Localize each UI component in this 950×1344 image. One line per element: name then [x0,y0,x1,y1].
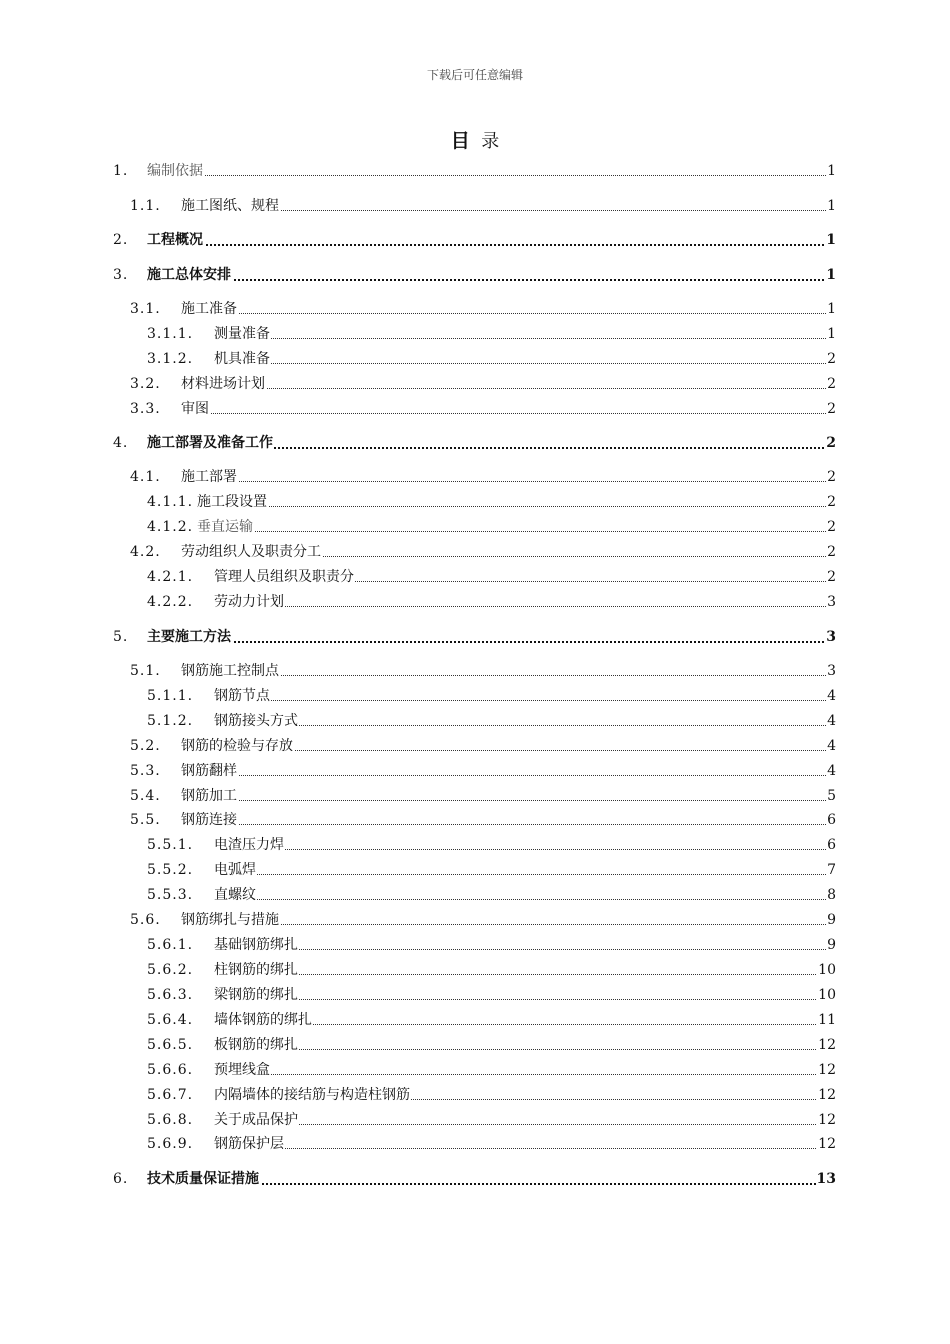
toc-leader-dots [197,517,836,537]
toc-entry[interactable] [0,399,950,419]
toc-entry[interactable] [0,835,950,855]
toc-entry-title: 电弧焊 [214,862,256,878]
toc-entry-number: 5.5.3. [147,887,194,903]
toc-entry-page: 3 [827,594,836,610]
toc-entry-page: 13 [816,1171,836,1187]
toc-entry-page: 6 [827,812,836,828]
toc-entry-title: 施工部署 [181,469,237,485]
toc-entry[interactable] [0,1060,950,1080]
toc-entry-title: 施工段设置 [197,494,267,510]
toc-entry[interactable] [0,374,950,394]
toc-entry-number: 4.1.1. [147,494,194,510]
toc-entry-page: 12 [818,1112,836,1128]
toc-title [0,126,950,153]
toc-leader-dots [181,786,836,806]
toc-entry[interactable] [0,1110,950,1130]
toc-entry[interactable] [0,1169,950,1189]
toc-entry[interactable] [0,230,950,250]
toc-entry-page: 10 [818,987,836,1003]
toc-entry-page: 2 [826,435,836,451]
toc-entry[interactable] [0,433,950,453]
toc-entry-title: 钢筋接头方式 [214,713,298,729]
toc-entry[interactable] [0,567,950,587]
toc-entry-title: 施工图纸、规程 [181,198,279,214]
toc-entry-number: 3.1.2. [147,351,194,367]
toc-leader-dots [214,885,836,905]
toc-leader-dots [181,761,836,781]
toc-entry-page: 1 [827,163,836,179]
toc-leader-dots [214,985,836,1005]
toc-entry-title: 关于成品保护 [214,1112,298,1128]
toc-entry-title: 施工总体安排 [147,267,231,283]
toc-entry-page: 2 [827,351,836,367]
toc-entry-page: 5 [827,788,836,804]
toc-entry-title: 垂直运输 [197,519,253,535]
toc-entry[interactable] [0,661,950,681]
toc-leader-dots [181,399,836,419]
toc-entry-number: 1. [113,163,129,179]
toc-leader-dots [147,230,836,250]
toc-leader-dots [147,627,836,647]
toc-entry-page: 2 [827,494,836,510]
toc-entry[interactable] [0,592,950,612]
toc-entry-title: 钢筋绑扎与措施 [181,912,279,928]
toc-entry-number: 4. [113,435,129,451]
toc-entry-page: 2 [827,569,836,585]
toc-leader-dots [181,810,836,830]
toc-entry-title: 钢筋连接 [181,812,237,828]
toc-entry-title: 钢筋节点 [214,688,270,704]
toc-entry-number: 3.2. [130,376,161,392]
toc-leader-dots [214,686,836,706]
toc-entry-title: 梁钢筋的绑扎 [214,987,298,1003]
toc-entry[interactable] [0,1010,950,1030]
toc-leader-dots [214,1060,836,1080]
toc-entry-number: 5.6.6. [147,1062,194,1078]
toc-entry[interactable] [0,860,950,880]
toc-entry-number: 5. [113,629,129,645]
toc-entry[interactable] [0,196,950,216]
toc-leader-dots [181,299,836,319]
toc-leader-dots [214,960,836,980]
toc-entry-number: 2. [113,232,129,248]
toc-entry-page: 12 [818,1037,836,1053]
toc-entry-title: 机具准备 [214,351,270,367]
toc-leader-dots [214,860,836,880]
toc-entry-title: 直螺纹 [214,887,256,903]
toc-entry-title: 劳动力计划 [214,594,284,610]
toc-entry[interactable] [0,299,950,319]
toc-title-main: 目 [450,130,470,152]
toc-entry-title: 柱钢筋的绑扎 [214,962,298,978]
toc-entry-number: 5.3. [130,763,161,779]
toc-entry-page: 12 [818,1062,836,1078]
toc-leader-dots [214,349,836,369]
toc-leader-dots [197,492,836,512]
toc-entry-title: 基础钢筋绑扎 [214,937,298,953]
toc-entry-page: 1 [827,301,836,317]
toc-entry-page: 4 [827,713,836,729]
toc-entry-number: 5.6. [130,912,161,928]
toc-entry[interactable] [0,349,950,369]
toc-entry-title: 施工准备 [181,301,237,317]
toc-entry-title: 审图 [181,401,209,417]
toc-entry-page: 10 [818,962,836,978]
toc-entry-title: 钢筋翻样 [181,763,237,779]
toc-entry-title: 内隔墙体的接结筋与构造柱钢筋 [214,1087,410,1103]
toc-entry-title: 测量准备 [214,326,270,342]
toc-entry[interactable] [0,161,950,181]
toc-entry-page: 1 [826,232,836,248]
toc-entry-number: 4.2.2. [147,594,194,610]
toc-entry-number: 5.1. [130,663,161,679]
toc-entry-page: 12 [818,1136,836,1152]
toc-leader-dots [214,324,836,344]
toc-entry[interactable] [0,627,950,647]
toc-entry-number: 5.6.8. [147,1112,194,1128]
toc-entry-page: 1 [827,326,836,342]
toc-entry-page: 4 [827,763,836,779]
toc-entry[interactable] [0,1035,950,1055]
toc-entry-number: 3.1.1. [147,326,194,342]
toc-entry[interactable] [0,265,950,285]
toc-leader-dots [214,935,836,955]
toc-entry-title: 钢筋施工控制点 [181,663,279,679]
toc-leader-dots [147,161,836,181]
toc-leader-dots [214,592,836,612]
toc-entry-title: 编制依据 [147,163,203,179]
toc-entry-number: 5.6.3. [147,987,194,1003]
toc-entry[interactable] [0,517,950,537]
toc-entry-page: 9 [827,912,836,928]
toc-entry[interactable] [0,985,950,1005]
toc-entry-number: 4.1.2. [147,519,194,535]
toc-entry-number: 4.1. [130,469,161,485]
toc-entry-number: 5.6.7. [147,1087,194,1103]
toc-entry-title: 钢筋保护层 [214,1136,284,1152]
toc-entry-number: 5.6.1. [147,937,194,953]
toc-entry-number: 5.4. [130,788,161,804]
toc-entry[interactable] [0,711,950,731]
toc-entry-page: 2 [827,376,836,392]
toc-entry-page: 3 [827,663,836,679]
toc-entry-page: 8 [827,887,836,903]
toc-entry-page: 11 [818,1012,836,1028]
toc-entry-title: 钢筋加工 [181,788,237,804]
toc-entry[interactable] [0,761,950,781]
toc-entry[interactable] [0,324,950,344]
toc-entry-page: 2 [827,401,836,417]
toc-entry-number: 5.2. [130,738,161,754]
toc-entry-number: 3.1. [130,301,161,317]
toc-entry[interactable] [0,736,950,756]
toc-entry-number: 5.5.2. [147,862,194,878]
toc-entry-number: 6. [113,1171,129,1187]
toc-entry-page: 1 [827,198,836,214]
toc-entry-page: 2 [827,519,836,535]
toc-entry-number: 5.1.1. [147,688,194,704]
toc-entry-page: 6 [827,837,836,853]
toc-entry-number: 4.2.1. [147,569,194,585]
toc-entry-page: 2 [827,544,836,560]
toc-entry-number: 5.6.9. [147,1136,194,1152]
toc-entry-title: 工程概况 [147,232,203,248]
toc-leader-dots [181,467,836,487]
toc-entry[interactable] [0,810,950,830]
toc-entry-title: 主要施工方法 [147,629,231,645]
toc-leader-dots [214,1035,836,1055]
toc-leader-dots [214,1110,836,1130]
toc-entry-number: 3. [113,267,129,283]
toc-entry-number: 5.6.5. [147,1037,194,1053]
toc-entry[interactable] [0,1134,950,1154]
toc-entry-title: 钢筋的检验与存放 [181,738,293,754]
toc-entry-title: 墙体钢筋的绑扎 [214,1012,312,1028]
toc-entry-title: 材料进场计划 [181,376,265,392]
toc-entry[interactable] [0,885,950,905]
toc-entry[interactable] [0,492,950,512]
toc-entry[interactable] [0,542,950,562]
toc-entry[interactable] [0,935,950,955]
toc-entry-title: 预埋线盒 [214,1062,270,1078]
toc-entry[interactable] [0,910,950,930]
toc-entry-page: 2 [827,469,836,485]
toc-entry-page: 3 [826,629,836,645]
toc-entry-title: 电渣压力焊 [214,837,284,853]
toc-entry-number: 3.3. [130,401,161,417]
toc-entry-title: 板钢筋的绑扎 [214,1037,298,1053]
toc-entry-page: 12 [818,1087,836,1103]
toc-entry[interactable] [0,960,950,980]
toc-entry-page: 9 [827,937,836,953]
toc-entry-number: 5.1.2. [147,713,194,729]
toc-entry[interactable] [0,1085,950,1105]
toc-leader-dots [181,374,836,394]
toc-entry-title: 技术质量保证措施 [147,1171,259,1187]
toc-entry-page: 7 [827,862,836,878]
toc-entry-number: 4.2. [130,544,161,560]
toc-entry-page: 4 [827,688,836,704]
toc-leader-dots [147,265,836,285]
toc-title-rest: 录 [481,131,500,152]
toc-entry-title: 劳动组织人及职责分工 [181,544,321,560]
toc-entry[interactable] [0,467,950,487]
toc-entry-page: 1 [826,267,836,283]
toc-entry-number: 5.6.4. [147,1012,194,1028]
page-header: 下载后可任意编辑 [426,68,523,82]
toc-leader-dots [214,835,836,855]
toc-leader-dots [214,711,836,731]
toc-leader-dots [214,1134,836,1154]
toc-entry[interactable] [0,686,950,706]
toc-entry-number: 5.6.2. [147,962,194,978]
toc-entry-number: 1.1. [130,198,161,214]
toc-entry-title: 施工部署及准备工作 [147,435,273,451]
toc-entry[interactable] [0,786,950,806]
toc-entry-number: 5.5. [130,812,161,828]
toc-entry-page: 4 [827,738,836,754]
toc-entry-title: 管理人员组织及职责分 [214,569,354,585]
toc-entry-number: 5.5.1. [147,837,194,853]
